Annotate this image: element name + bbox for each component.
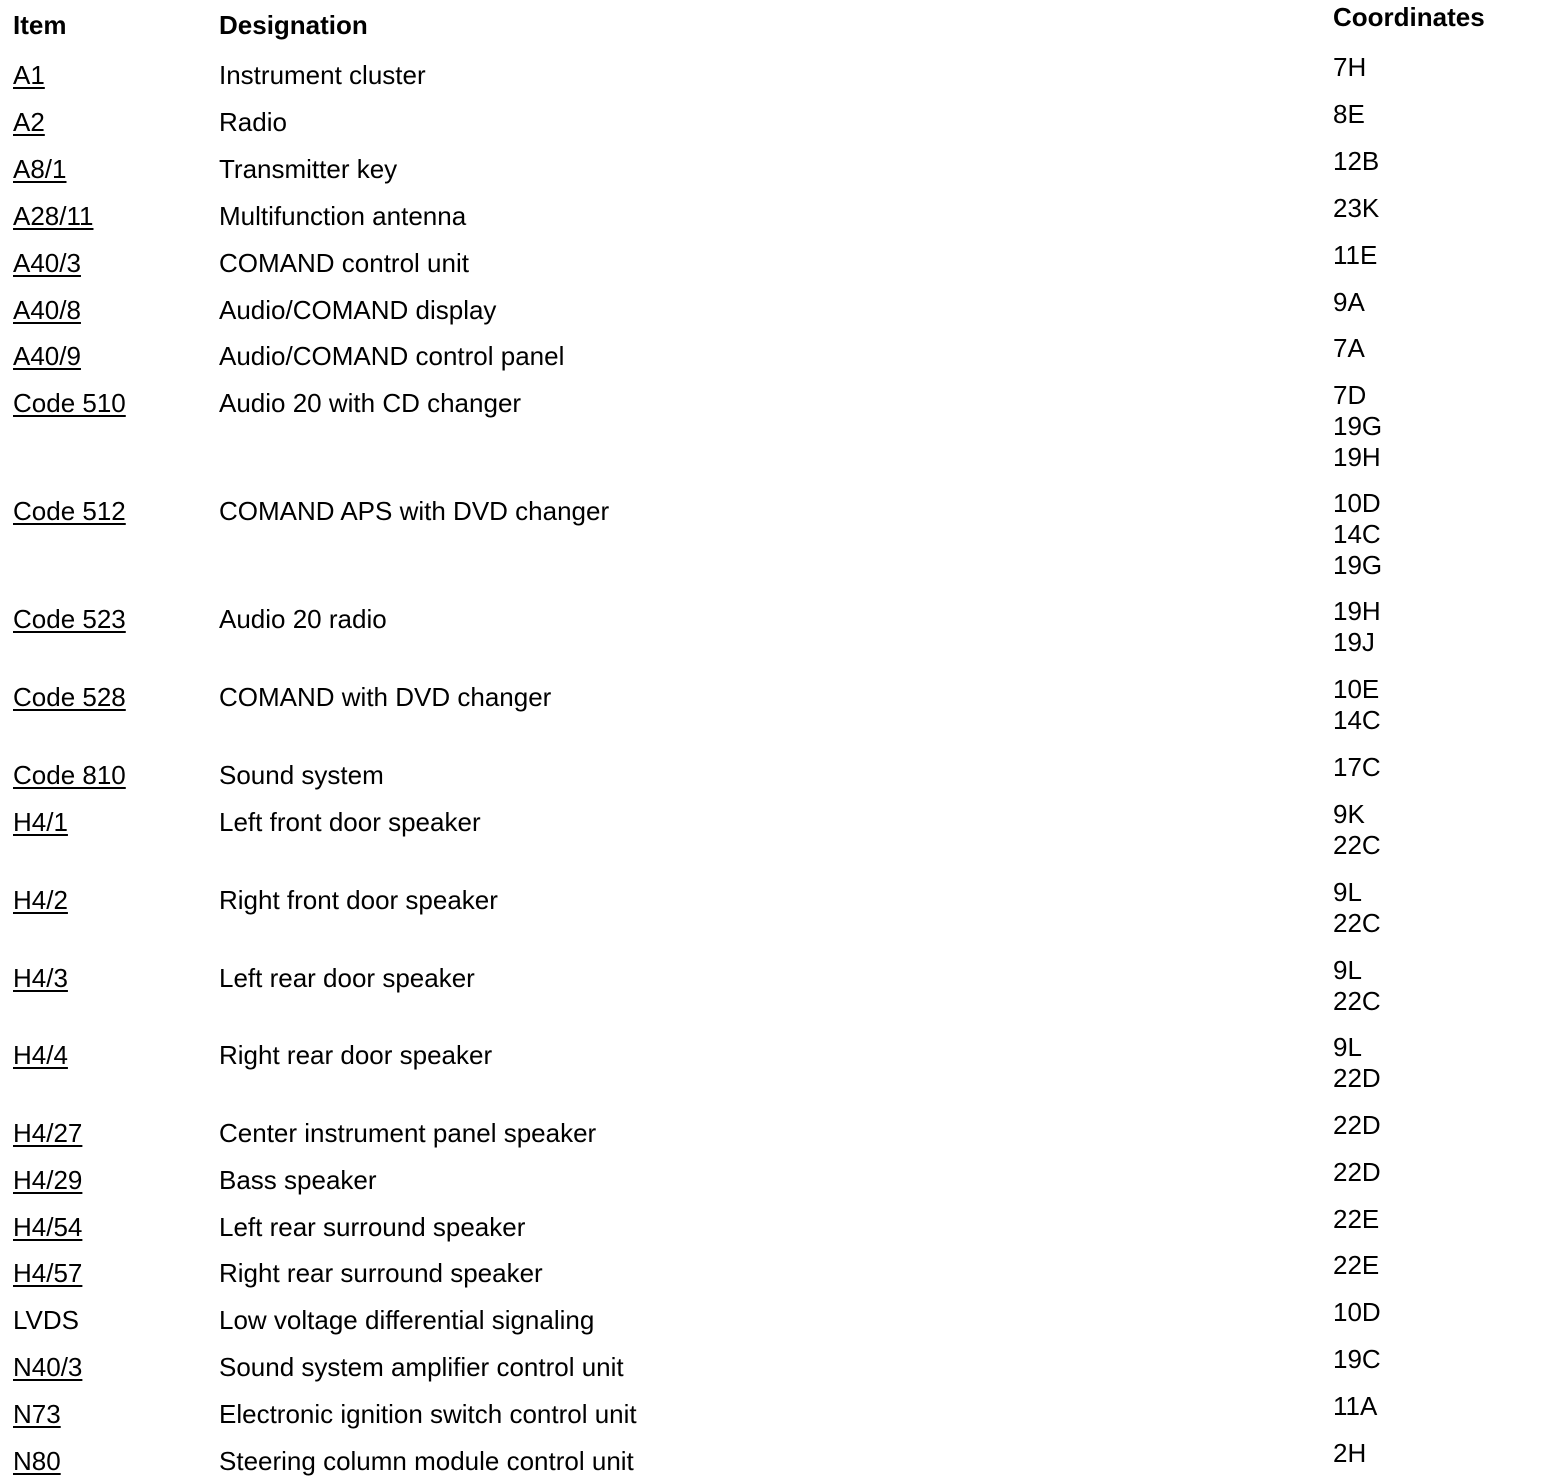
coordinates-cell [1333, 488, 1382, 581]
table-row [0, 1104, 1568, 1151]
table-row [0, 1338, 1568, 1385]
coordinate-value: 22C [1333, 830, 1381, 860]
coordinates-cell [1333, 955, 1381, 1017]
item-link[interactable]: H4/54 [13, 1212, 83, 1242]
coordinates-cell [1333, 596, 1381, 658]
coordinate-value: 14C [1333, 519, 1381, 549]
designation-text: Bass speaker [219, 1165, 377, 1195]
item-link[interactable]: A40/8 [13, 295, 81, 325]
designation-text: COMAND with DVD changer [219, 682, 552, 712]
coordinate-value: 9K [1333, 799, 1365, 829]
coordinate-value: 10D [1333, 488, 1381, 518]
column-header-designation: Designation [219, 10, 368, 40]
coordinate-value: 2H [1333, 1438, 1367, 1468]
designation-text: Low voltage differential signaling [219, 1305, 595, 1335]
table-row [0, 374, 1568, 482]
coordinates-cell [1333, 674, 1381, 736]
coordinates-cell [1333, 1157, 1381, 1188]
coordinate-value: 7H [1333, 52, 1367, 82]
coordinate-value: 19G [1333, 550, 1383, 580]
coordinates-cell [1333, 1204, 1379, 1235]
designation-text: Audio/COMAND display [219, 295, 497, 325]
coordinate-value: 23K [1333, 193, 1380, 223]
coordinates-cell [1333, 52, 1366, 83]
coordinates-cell [1333, 1438, 1366, 1469]
coordinate-value: 7A [1333, 333, 1365, 363]
item-link[interactable]: Code 528 [13, 682, 126, 712]
designation-text: Transmitter key [219, 154, 398, 184]
item-link[interactable]: H4/29 [13, 1165, 83, 1195]
coordinate-value: 22D [1333, 1110, 1381, 1140]
designation-text: Right rear surround speaker [219, 1258, 543, 1288]
coordinate-value: 19H [1333, 596, 1381, 626]
coordinate-value: 7D [1333, 380, 1367, 410]
designation-text: COMAND control unit [219, 248, 469, 278]
coordinate-value: 9L [1333, 877, 1362, 907]
table-row [0, 793, 1568, 871]
coordinate-value: 14C [1333, 705, 1381, 735]
designation-text: Multifunction antenna [219, 201, 467, 231]
coordinate-value: 11A [1333, 1391, 1378, 1421]
coordinate-value: 11E [1333, 240, 1378, 270]
table-row [0, 234, 1568, 281]
item-link[interactable]: Code 810 [13, 760, 126, 790]
item-link[interactable]: A40/9 [13, 341, 81, 371]
item-link[interactable]: H4/1 [13, 807, 68, 837]
item-link[interactable]: H4/57 [13, 1258, 83, 1288]
item-link[interactable]: Code 512 [13, 496, 126, 526]
coordinate-value: 22D [1333, 1157, 1381, 1187]
table-row [0, 93, 1568, 140]
column-header-item: Item [13, 10, 67, 40]
coordinate-value: 22C [1333, 986, 1381, 1016]
item-link[interactable]: A40/3 [13, 248, 81, 278]
item-link[interactable]: H4/27 [13, 1118, 83, 1148]
coordinates-cell [1333, 333, 1365, 364]
table-row [0, 1385, 1568, 1432]
coordinates-cell [1333, 1391, 1377, 1422]
coordinates-cell [1333, 1344, 1381, 1375]
coordinates-cell [1333, 1297, 1381, 1328]
coordinate-value: 22C [1333, 908, 1381, 938]
coordinates-cell [1333, 1250, 1379, 1281]
table-row [0, 1151, 1568, 1198]
designation-text: Right front door speaker [219, 885, 498, 915]
table-row [0, 668, 1568, 746]
coordinate-value: 19C [1333, 1344, 1381, 1374]
table-row [0, 327, 1568, 374]
coordinate-value: 17C [1333, 752, 1381, 782]
coordinate-value: 9A [1333, 287, 1365, 317]
coordinate-value: 12B [1333, 146, 1380, 176]
designation-text: COMAND APS with DVD changer [219, 496, 610, 526]
item-link[interactable]: A8/1 [13, 154, 67, 184]
item-link[interactable]: H4/2 [13, 885, 68, 915]
designation-text: Right rear door speaker [219, 1040, 493, 1070]
item-link[interactable]: N73 [13, 1399, 61, 1429]
coordinates-cell [1333, 752, 1381, 783]
designation-text: Audio 20 radio [219, 604, 387, 634]
table-row [0, 46, 1568, 93]
table-row [0, 871, 1568, 949]
coordinate-value: 19G [1333, 411, 1383, 441]
item-link[interactable]: A28/11 [13, 201, 94, 231]
column-header-coordinates: Coordinates [1333, 2, 1485, 32]
table-row [0, 140, 1568, 187]
coordinates-cell [1333, 380, 1382, 473]
table-row [0, 281, 1568, 328]
coordinate-value: 22E [1333, 1204, 1380, 1234]
coordinate-value: 10E [1333, 674, 1380, 704]
designation-text: Radio [219, 107, 287, 137]
table-row [0, 1432, 1568, 1479]
table-row [0, 482, 1568, 590]
table-row [0, 1291, 1568, 1338]
designation-text: Electronic ignition switch control unit [219, 1399, 637, 1429]
coordinate-value: 22D [1333, 1063, 1381, 1093]
item-link[interactable]: H4/3 [13, 963, 68, 993]
coordinates-cell [1333, 146, 1379, 177]
designation-text: Instrument cluster [219, 60, 426, 90]
table-row [0, 1244, 1568, 1291]
coordinates-cell [1333, 799, 1381, 861]
designation-text: Left front door speaker [219, 807, 481, 837]
item-link[interactable]: N80 [13, 1446, 61, 1476]
designation-text: Steering column module control unit [219, 1446, 634, 1476]
coordinates-cell [1333, 99, 1365, 130]
coordinate-value: 10D [1333, 1297, 1381, 1327]
coordinate-value: 9L [1333, 1032, 1362, 1062]
designation-text: Center instrument panel speaker [219, 1118, 597, 1148]
coordinate-value: 8E [1333, 99, 1365, 129]
designation-text: Left rear surround speaker [219, 1212, 526, 1242]
item-link[interactable]: Code 510 [13, 388, 126, 418]
item-link[interactable]: N40/3 [13, 1352, 83, 1382]
coordinate-value: 22E [1333, 1250, 1380, 1280]
designation-text: Sound system [219, 760, 384, 790]
designation-text: Sound system amplifier control unit [219, 1352, 624, 1382]
item-link[interactable]: Code 523 [13, 604, 126, 634]
table-row [0, 187, 1568, 234]
table-row [0, 746, 1568, 793]
coordinates-cell [1333, 193, 1379, 224]
table-row [0, 1026, 1568, 1104]
coordinate-value: 19J [1333, 627, 1375, 657]
coordinates-cell [1333, 1110, 1381, 1141]
coordinate-value: 19H [1333, 442, 1381, 472]
table-row [0, 590, 1568, 668]
item-text: LVDS [13, 1305, 79, 1335]
designation-text: Audio/COMAND control panel [219, 341, 565, 371]
item-link[interactable]: H4/4 [13, 1040, 68, 1070]
item-link[interactable]: A1 [13, 60, 45, 90]
coordinate-value: 9L [1333, 955, 1362, 985]
coordinates-cell [1333, 877, 1381, 939]
table-row [0, 949, 1568, 1026]
item-link[interactable]: A2 [13, 107, 45, 137]
table-row [0, 1198, 1568, 1245]
coordinates-cell [1333, 240, 1377, 271]
designation-text: Audio 20 with CD changer [219, 388, 522, 418]
coordinates-cell [1333, 287, 1365, 318]
designation-text: Left rear door speaker [219, 963, 475, 993]
coordinates-cell [1333, 1032, 1381, 1094]
